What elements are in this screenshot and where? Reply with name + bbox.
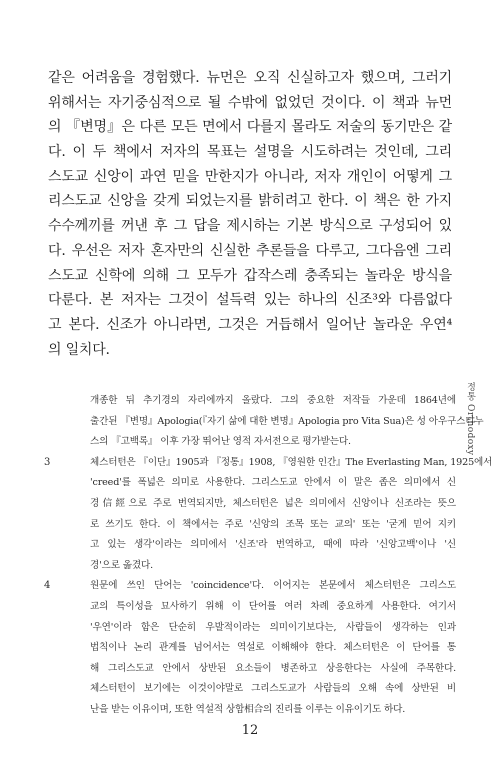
footnote-line: [44, 494, 456, 515]
footnote-line-text: 체스터턴은 『이단』1905과 『정통』1908, 『영원한 인간』The Everlasting Man, 1925에서: [90, 456, 493, 468]
body-line: 리스도교 신앙을 갖게 되었는지를 밝히려고 한다. 이 책은 한 가지: [48, 193, 452, 210]
footnote-line-text: '우연'이라 함은 단순히 우발적이라는 의미이기보다는, 사람들이 생각하는 인과: [90, 621, 456, 633]
footnote-line: [44, 700, 456, 721]
footnote-line: [44, 412, 484, 433]
footnote-line-text: 개종한 뒤 추기경의 자리에까지 올랐다. 그의 중요한 저작들 가운데 1864년에: [90, 395, 456, 406]
running-header: 정통 Orthodoxy: [465, 382, 475, 456]
footnote-line-text: 원문에 쓰인 단어는 'coincidence'다. 이어지는 본문에서 체스터턴은 그리스도: [90, 580, 456, 592]
footnote-line-text: 고 있는 생각'이라는 의미에서 '신조'라 번역하고, 때에 따라 '신앙고백'이나 '신: [90, 539, 456, 551]
footnote-line: [44, 576, 456, 597]
footnote-line: [44, 473, 456, 494]
footnote-line-text: 'creed'를 폭넓은 의미로 사용한다. 그리스도교 안에서 이 말은 좁은 의미에서 신: [90, 477, 456, 489]
footnote-line-text: 교의 특이성을 묘사하기 위해 이 단어를 여러 차례 중요하게 사용한다. 여기서: [90, 600, 456, 612]
body-line: 다. 이 두 책에서 저자의 목표는 설명을 시도하려는 것인데, 그리: [48, 144, 452, 161]
body-line: 스도교 신앙이 과연 믿을 만한지가 아니라, 저자 개인이 어떻게 그: [48, 168, 452, 185]
footnote-line-text: 난을 받는 이유이며, 또한 역설적 상합相合의 진리를 이루는 이유이기도 하다.: [90, 703, 406, 715]
footnote-line: [44, 556, 456, 577]
footnote-number: 3: [44, 456, 51, 468]
page-number: 12: [241, 723, 259, 738]
body-line: 위해서는 자기중심적으로 될 수밖에 없었던 것이다. 이 책과 뉴먼: [48, 94, 452, 111]
body-line: 의 일치다.: [48, 341, 110, 358]
footnote-line-text: 출간된 『변명』Apologia(『자기 삶에 대한 변명』Apologia pro Vita Sua)은 성 아우구스티누: [90, 415, 484, 427]
body-line: 다룬다. 본 저자는 그것이 설득력 있는 하나의 신조³와 다름없다: [48, 292, 452, 309]
footnote-line: [44, 618, 456, 639]
footnote-line: [44, 638, 456, 659]
footnote-line-text: 체스터턴이 보기에는 이것이야말로 그리스도교가 사람들의 오해 속에 상반된 비: [90, 683, 456, 695]
footnote-line: [44, 515, 456, 536]
body-line: 수수께끼를 꺼낸 후 그 답을 제시하는 기본 방식으로 구성되어 있: [48, 218, 452, 235]
footnote-line: [44, 659, 456, 680]
footnote-line: [44, 679, 456, 700]
footnote-line-text: 경'으로 옮겼다.: [90, 559, 153, 571]
body-line: 고 본다. 신조가 아니라면, 그것은 거듭해서 일어난 놀라운 우연⁴: [48, 316, 452, 333]
body-line: 다. 우선은 저자 혼자만의 신실한 추론들을 다루고, 그다음엔 그리: [48, 242, 452, 259]
footnote: [44, 576, 456, 720]
footnote-line: [44, 453, 493, 474]
body-line: 같은 어려움을 경험했다. 뉴먼은 오직 신실하고자 했으며, 그러기: [48, 70, 452, 86]
footnote: [44, 453, 493, 577]
body-line: 스도교 신학에 의해 그 모두가 갑작스레 충족되는 놀라운 방식을: [48, 267, 452, 284]
footnote-line-text: 로 쓰기도 한다. 이 책에서는 주로 '신앙의 조목 또는 교의' 또는 '굳게 믿어 지키: [90, 518, 456, 530]
footnote-line-text: 해 그리스도교 안에서 상반된 요소들이 병존하고 상응한다는 사실에 주목한다.: [90, 662, 456, 674]
footnote-number: 4: [44, 580, 51, 592]
footnote-line-text: 경信經으로 주로 번역되지만, 체스터턴은 넓은 의미에서 신앙이나 신조라는 뜻으: [90, 497, 456, 509]
footnote-line-text: 법칙이나 논리 관계를 넘어서는 역설로 이해해야 한다. 체스터턴은 이 단어를 통: [90, 642, 456, 654]
footnote-line: [44, 432, 456, 453]
footnote-line: [44, 535, 456, 556]
footnote-line: [44, 597, 456, 618]
footnote-line: [44, 391, 456, 412]
footnote-line-text: 스의 『고백록』 이후 가장 뛰어난 영적 자서전으로 평가받는다.: [90, 436, 351, 448]
body-line: 의 『변명』은 다른 모든 면에서 다를지 몰라도 저술의 동기만은 같: [48, 119, 452, 136]
body-text: [48, 66, 452, 362]
